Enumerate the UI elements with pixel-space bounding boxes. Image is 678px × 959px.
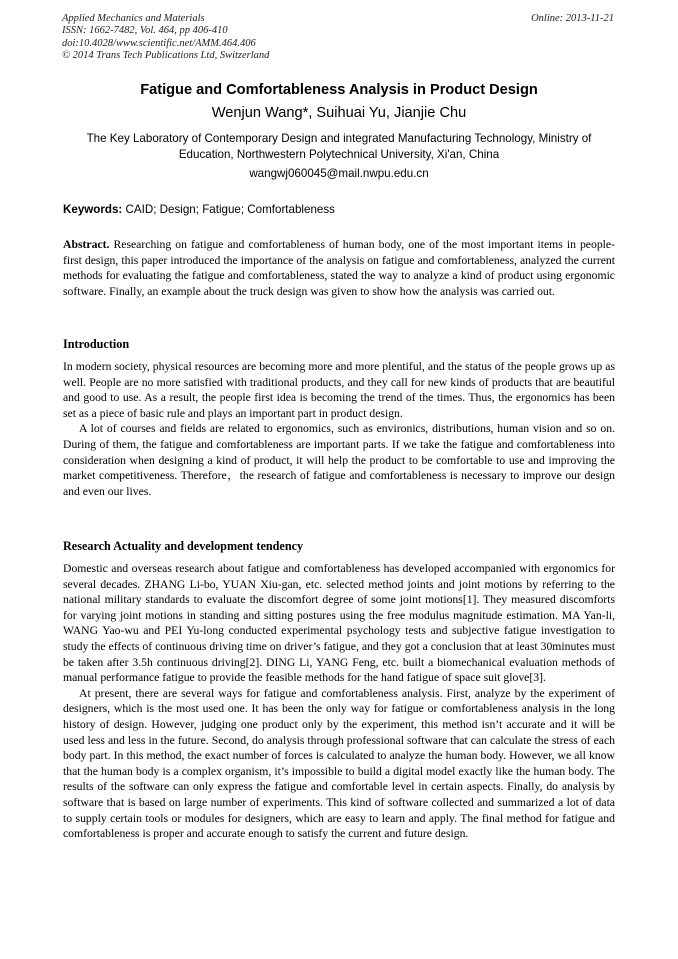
section-heading-introduction: Introduction [63, 337, 130, 351]
keywords-line [63, 202, 335, 217]
author-affiliation: The Key Laboratory of Contemporary Design and integrated Manufacturing Technology, Ministry of Education, Northwestern Polytechnical University, Xi'an, China [86, 132, 592, 161]
journal-copyright: © 2014 Trans Tech Publications Ltd, Switzerland [62, 50, 270, 62]
online-date: Online: 2013-11-21 [531, 13, 614, 24]
abstract-label: Abstract. [63, 238, 110, 251]
journal-name: Applied Mechanics and Materials [62, 13, 205, 24]
paragraph: In modern society, physical resources are becoming more and more plentiful, and the status of the people grows up as well. People are no more satisfied with traditional products, and they call for new kinds of products that are beautiful and good to use. As a result, the people first idea is becoming the trend of the times. Thus, the ergonomics has been set as a piece of basic rule and plays an important part in product design. [63, 360, 615, 420]
abstract-block [63, 237, 615, 299]
keywords-label: Keywords: [63, 203, 123, 216]
paper-authors: Wenjun Wang*, Suihuai Yu, Jianjie Chu [211, 105, 467, 121]
introduction-body [63, 359, 615, 499]
keywords-text: CAID; Design; Fatigue; Comfortableness [125, 203, 335, 216]
section-heading-research-actuality: Research Actuality and development tendency [63, 539, 304, 553]
journal-issn: ISSN: 1662-7482, Vol. 464, pp 406-410 [62, 25, 228, 37]
abstract-text: Researching on fatigue and comfortableness of human body, one of the most important items in people-first design, this paper introduced the importance of the analysis on fatigue and comfortableness, analyzed the current methods for evaluating the fatigue and comfortableness, stated the way to analyze a kind of product using ergonomic software. Finally, an example about the truck design was given to show how the analysis was carried out. [63, 238, 616, 298]
research-actuality-body [63, 561, 615, 842]
journal-doi: doi:10.4028/www.scientific.net/AMM.464.406 [62, 37, 256, 49]
paragraph: At present, there are several ways for fatigue and comfortableness analysis. First, analyze by the experiment of designers, which is the most used one. It has been the only way for fatigue or comfortableness analysis in the long history of design. However, judging one product only by the experiment, this method isn’t accurate and it will be used less and less in the future. Second, do analysis through professional software that can calculate the stress of each body part. In this method, the exact number of forces is calculated to analyze the human body. However, we all know that the human body is a complex organism, it’s impossible to build a digital model exactly like the human body. The results of the software can only express the fatigue and comfortable level in certain aspects. Finally, do analysis by software that is based on large number of experiments. This kind of software collected and summarized a lot of data to supply certain tools or modules for designers, which are easy to learn and apply. The final method for fatigue and comfortableness is proper and accurate enough to satisfy the current and future design. [63, 686, 615, 841]
paragraph: A lot of courses and fields are related to ergonomics, such as environics, distributions, human vision and so on. During of them, the fatigue and comfortableness are important parts. If we take the fatigue and comfortableness into consideration when designing a kind of product, it will help the product to be comfortable to use and improving the market competitiveness. Therefore，the research of fatigue and comfortableness is necessary to improve our design and even our lives. [63, 422, 615, 498]
paragraph: Domestic and overseas research about fatigue and comfortableness has developed accompanied with ergonomics for several decades. ZHANG Li-bo, YUAN Xiu-gan, etc. selected method joints and joint motions by referring to the national military standards to evaluate the discomfort degree of some joint motions[1]. They measured discomforts for varying joint motions in standing and sitting postures using the free modulus magnitude estimation. MA Yan-li, WANG Yao-wu and PEI Yu-long conducted experimental psychology tests and subjective fatigue investigation to study the effects of continuous driving time on driver’s fatigue, and they got a conclusion that at least 30minutes must be taken after 3.5h continuous driving[2]. DING Li, YANG Feng, etc. built a biomechanical evaluation methods of manual performance fatigue to provide the feasible methods for the hand fatigue of space suit glove[3]. [63, 562, 615, 685]
journal-info [62, 13, 269, 63]
paper-title: Fatigue and Comfortableness Analysis in Product Design [140, 82, 538, 98]
author-email: wangwj060045@mail.nwpu.edu.cn [249, 167, 429, 180]
